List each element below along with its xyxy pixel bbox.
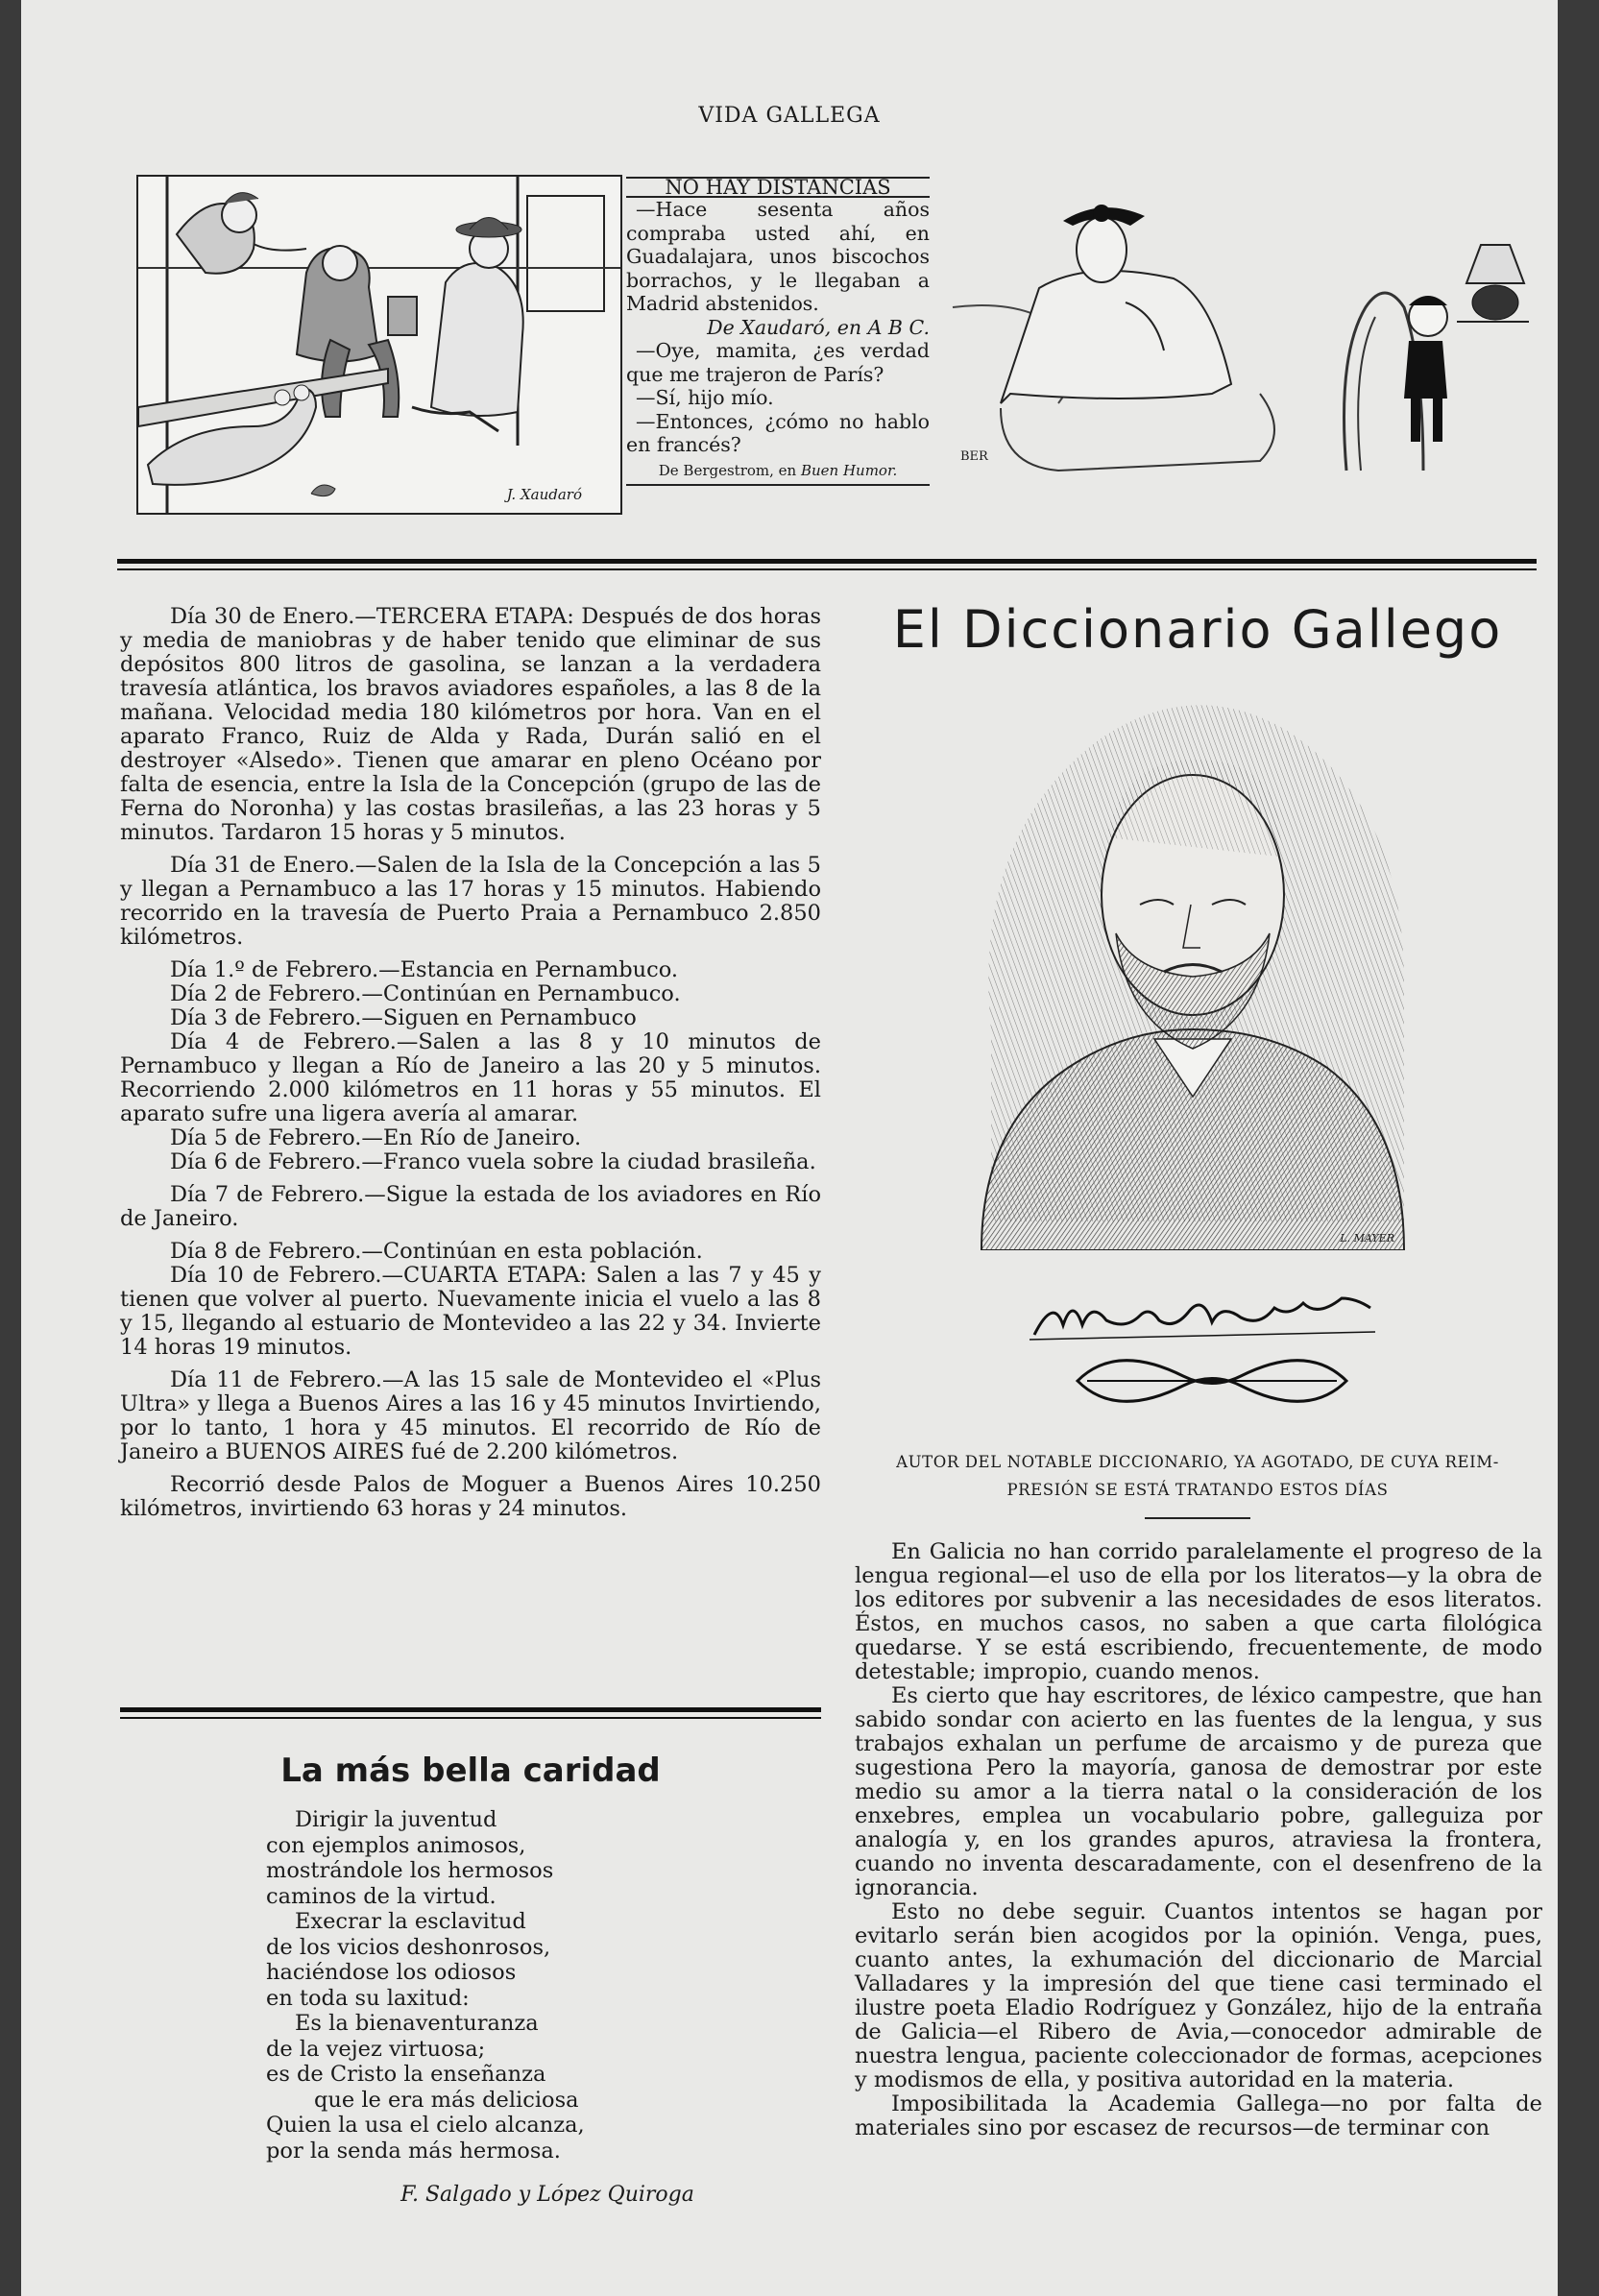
poem-line: Es la bienaventuranza	[295, 2011, 539, 2036]
caption-line-1: AUTOR DEL NOTABLE DICCIONARIO, YA AGOTADO, DE CUYA REIM-	[896, 1453, 1499, 1471]
train-compartment-illustration	[138, 177, 620, 513]
joke-2-source	[626, 459, 930, 487]
caption-divider	[1145, 1517, 1250, 1519]
flourish-graphic	[1068, 1356, 1356, 1406]
portrait-caption	[847, 1448, 1548, 1504]
poem-line: haciéndose los odiosos	[266, 1960, 517, 1985]
magazine-page	[21, 0, 1558, 2296]
handwritten-signature	[1025, 1287, 1390, 1354]
poem-line: por la senda más hermosa.	[266, 2138, 561, 2163]
section-divider-left-thin	[120, 1717, 821, 1719]
chronicle-paragraph: Día 8 de Febrero.—Continúan en esta población.	[170, 1239, 703, 1264]
cartoon-left-signature: J. Xaudaró	[506, 486, 582, 503]
poem-line: Execrar la esclavitud	[295, 1909, 526, 1934]
joke-2-source-publication: Buen Humor.	[800, 461, 898, 479]
poem-line: Quien la usa el cielo alcanza,	[266, 2113, 585, 2138]
chronicle-paragraph: Día 11 de Febrero.—A las 15 sale de Montevideo el «Plus Ultra» y llega a Buenos Aires a las 16 y 45 minutos Invirtiendo, por lo tanto, 1 hora y 45 minutos. El recorrido de Río de Janeiro a BUENOS AIRES fué de 2.200 kilómetros.	[120, 1367, 821, 1464]
signature-flourish	[1068, 1356, 1356, 1406]
chronicle-paragraph: Día 2 de Febrero.—Continúan en Pernambuco.	[170, 981, 681, 1006]
section-divider-top	[117, 559, 1537, 564]
portrait-illustration	[972, 693, 1414, 1250]
article-body	[855, 1540, 1542, 2140]
portrait-engraver-mark: L. MAYER	[1340, 1232, 1394, 1245]
poem-line: mostrándole los hermosos	[266, 1858, 554, 1883]
article-paragraph: Es cierto que hay escritores, de léxico campestre, que han sabido sondar con acierto en las fuentes de la lengua, y sus trabajos exhalan un perfume de arcaismo y de pureza que sugestiona Pero la mayoría, ganosa de demostrar por este medio su amor a la tierra natal o la consideración de los enxebres, emplea un vocabulario pobre, galleguiza por analogía y, en los grandes apuros, atraviesa la frontera, cuando no inventa descaradamente, con el desenfreno de la ignorancia.	[855, 1683, 1542, 1900]
chronicle-paragraph: Recorrió desde Palos de Moguer a Buenos Aires 10.250 kilómetros, invirtiendo 63 horas y 24 minutos.	[120, 1472, 821, 1521]
poem-line: de la vejez virtuosa;	[266, 2036, 486, 2062]
section-divider-top-thin	[117, 568, 1537, 570]
joke-1: —Hace sesenta años compraba usted ahí, en Guadalajara, unos biscochos borrachos, y le llegaban a Madrid abstenidos.	[626, 198, 930, 315]
joke-2-line-3: —Entonces, ¿cómo no hablo en francés?	[626, 409, 930, 456]
poem-title: La más bella caridad	[280, 1752, 661, 1790]
poem-line: es de Cristo la enseñanza	[266, 2062, 546, 2087]
chronicle-paragraph: Día 5 de Febrero.—En Río de Janeiro.	[170, 1125, 582, 1150]
poem-line: con ejemplos animosos,	[266, 1832, 526, 1858]
chronicle-paragraph: Día 1.º de Febrero.—Estancia en Pernambuco.	[170, 957, 679, 982]
flight-chronicle	[120, 605, 821, 1530]
mother-child-illustration	[943, 192, 1529, 480]
article-title: El Diccionario Gallego	[892, 599, 1503, 660]
poem-line: en toda su laxitud:	[266, 1985, 470, 2011]
section-divider-left	[120, 1707, 821, 1712]
chronicle-paragraph: Día 7 de Febrero.—Sigue la estada de los aviadores en Río de Janeiro.	[120, 1182, 821, 1231]
joke-1-source: De Xaudaró, en A B C.	[707, 315, 930, 339]
chronicle-paragraph: Día 6 de Febrero.—Franco vuela sobre la ciudad brasileña.	[170, 1149, 816, 1174]
jokes-block	[626, 169, 930, 486]
poem-author: F. Salgado y López Quiroga	[400, 2183, 694, 2207]
cartoon-right-signature: BER	[960, 449, 988, 464]
caption-line-2: PRESIÓN SE ESTÁ TRATANDO ESTOS DÍAS	[1006, 1481, 1389, 1499]
joke-2-line-2: —Sí, hijo mío.	[636, 386, 774, 409]
cartoon-mother-child	[943, 192, 1529, 480]
signature-graphic	[1025, 1287, 1390, 1354]
running-header: VIDA GALLEGA	[698, 104, 881, 128]
poem-line: que le era más deliciosa	[314, 2087, 579, 2113]
chronicle-paragraph: Día 10 de Febrero.—CUARTA ETAPA: Salen a las 7 y 45 y tienen que volver al puerto. Nuevamente inicia el vuelo a las 8 y 15, llegando al estuario de Montevideo a las 22 y 34. Invierte 14 horas 19 minutos.	[120, 1263, 821, 1360]
chronicle-paragraph: Día 30 de Enero.—TERCERA ETAPA: Después de dos horas y media de maniobras y de haber tenido que eliminar de sus depósitos 800 litros de gasolina, se lanzan a la verdadera travesía atlántica, los bravos aviadores españoles, a las 8 de la mañana. Velocidad media 180 kilómetros por hora. Van en el aparato Franco, Ruiz de Alda y Rada, Durán salió en el destroyer «Alsedo». Tienen que amarar en pleno Océano por falta de esencia, entre la Isla de la Concepción (grupo de las de Ferna do Noronha) y las costas brasileñas, a las 23 horas y 5 minutos. Tardaron 15 horas y 5 minutos.	[120, 604, 821, 845]
portrait-engraving	[972, 693, 1414, 1250]
poem-line: de los vicios deshonrosos,	[266, 1934, 551, 1960]
cartoon-train-compartment	[136, 175, 622, 515]
chronicle-paragraph: Día 4 de Febrero.—Salen a las 8 y 10 minutos de Pernambuco y llegan a Río de Janeiro a las 20 y 5 minutos. Recorriendo 2.000 kilómetros en 11 horas y 55 minutos. El aparato sufre una ligera avería al amarar.	[120, 1029, 821, 1126]
poem-line: caminos de la virtud.	[266, 1883, 497, 1909]
article-paragraph: Esto no debe seguir. Cuantos intentos se hagan por evitarlo serán bien acogidos por la opinión. Venga, pues, cuanto antes, la exhumación del diccionario de Marcial Valladares y la impresión del que tiene casi terminado el ilustre poeta Eladio Rodríguez y González, hijo de la entraña de Galicia—el Ribero de Avia,—conocedor admirable de nuestra lengua, paciente coleccionador de formas, acepciones y modismos de ella, y positiva autoridad en la materia.	[855, 1899, 1542, 2092]
poem-body	[266, 1807, 669, 2163]
poem-line: Dirigir la juventud	[295, 1807, 497, 1832]
article-paragraph: En Galicia no han corrido paralelamente el progreso de la lengua regional—el uso de ella por los literatos—y la obra de los editores por subvenir a las necesidades de esos literatos. Éstos, en muchos casos, no saben a que carta filológica quedarse. Y se está escribiendo, frecuentemente, de modo detestable; impropio, cuando menos.	[855, 1539, 1542, 1684]
joke-2-source-prefix: De Bergestrom, en	[658, 461, 801, 479]
joke-2-line-1: —Oye, mamita, ¿es verdad que me trajeron de París?	[626, 339, 930, 386]
jokes-title: NO HAY DISTANCIAS	[626, 177, 930, 198]
article-paragraph: Imposibilitada la Academia Gallega—no por falta de materiales sino por escasez de recursos—de terminar con	[855, 2091, 1542, 2140]
chronicle-paragraph: Día 3 de Febrero.—Siguen en Pernambuco	[170, 1005, 637, 1030]
chronicle-paragraph: Día 31 de Enero.—Salen de la Isla de la Concepción a las 5 y llegan a Pernambuco a las 17 horas y 15 minutos. Habiendo recorrido en la travesía de Puerto Praia a Pernambuco 2.850 kilómetros.	[120, 853, 821, 950]
